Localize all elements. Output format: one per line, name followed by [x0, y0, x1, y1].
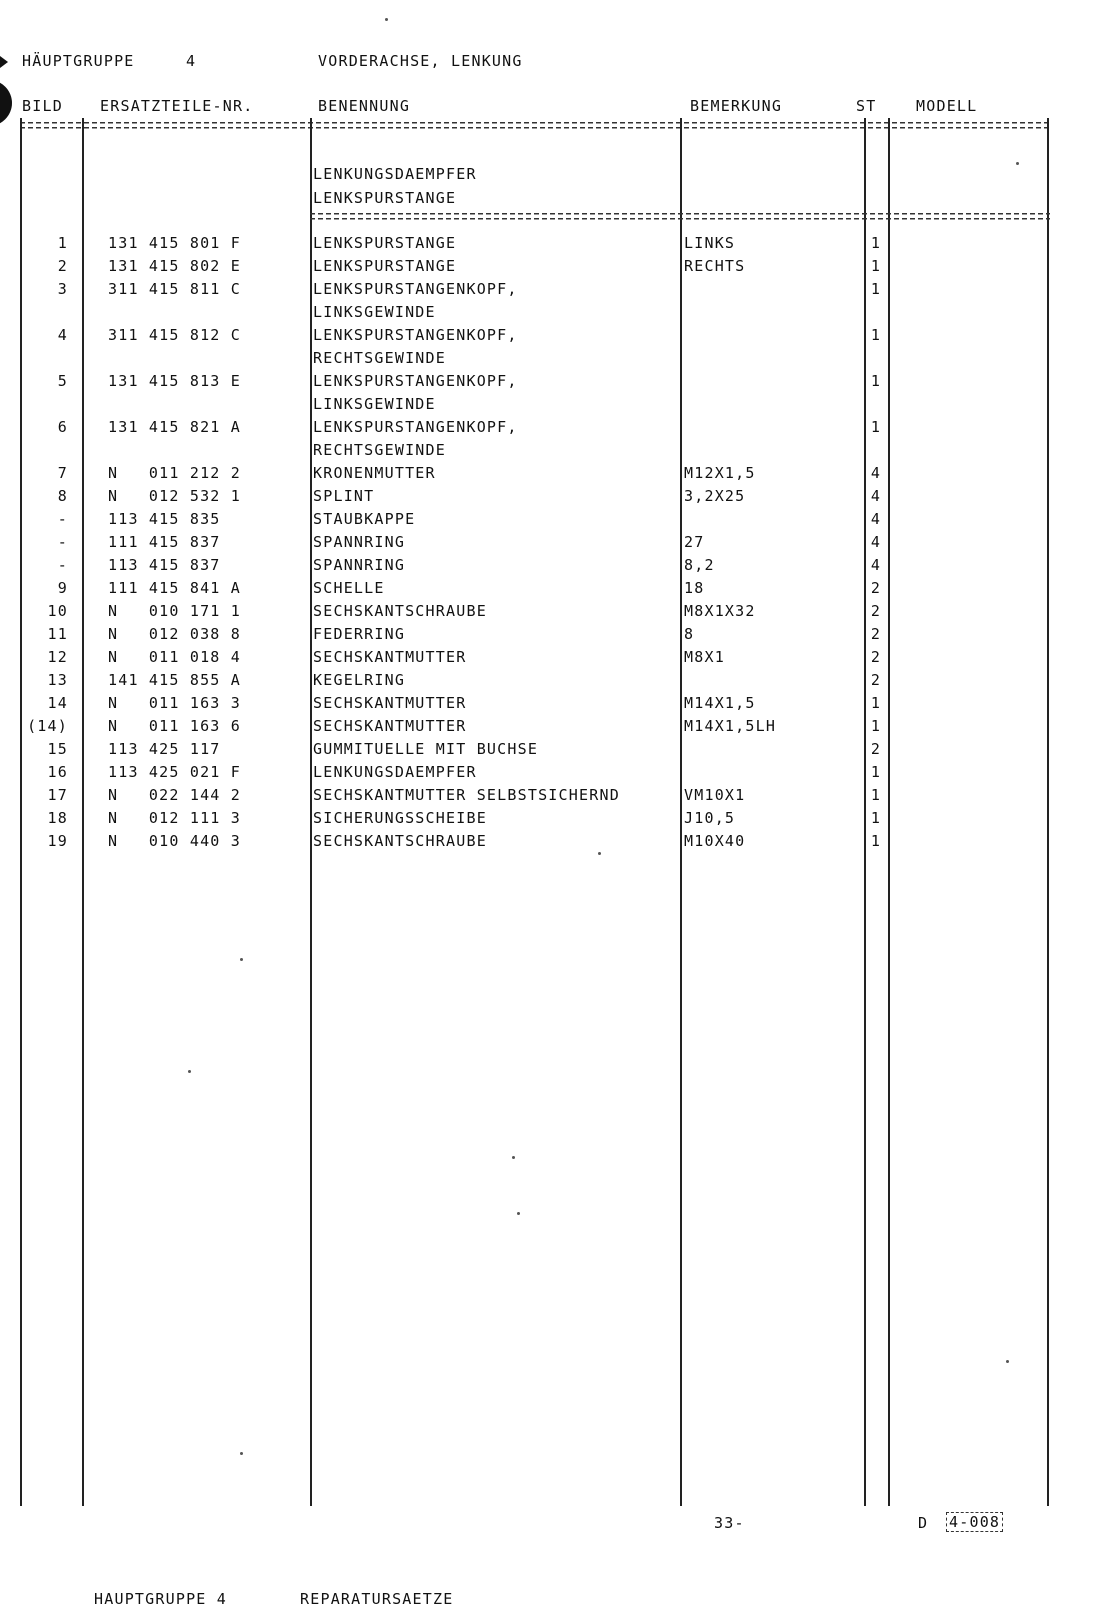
cell-bemerkung: LINKS [684, 234, 736, 252]
table-row [0, 579, 1106, 602]
table-row [0, 510, 1106, 533]
cell-bemerkung: VM10X1 [684, 786, 746, 804]
cell-bild: 12 [47, 648, 68, 666]
table-row [0, 349, 1106, 372]
cell-bemerkung: M14X1,5 [684, 694, 756, 712]
section-title-line1: LENKUNGSDAEMPFER [313, 165, 477, 183]
cell-part-number: 131 415 821 A [108, 418, 241, 436]
table-row [0, 487, 1106, 510]
cell-benennung: LENKSPURSTANGENKOPF, [313, 326, 518, 344]
cell-bemerkung: M10X40 [684, 832, 746, 850]
cell-benennung: RECHTSGEWINDE [313, 441, 446, 459]
scan-speck [1016, 162, 1019, 165]
table-row [0, 763, 1106, 786]
cell-part-number: N 011 212 2 [108, 464, 241, 482]
cell-bild: 5 [57, 372, 68, 390]
table-row [0, 464, 1106, 487]
table-row [0, 418, 1106, 441]
cell-st: 1 [870, 786, 882, 804]
table-row [0, 372, 1106, 395]
cell-benennung: KRONENMUTTER [313, 464, 436, 482]
cell-part-number: 113 415 837 [108, 556, 221, 574]
cell-st: 1 [870, 763, 882, 781]
page-number: 33- [714, 1514, 745, 1532]
group-title: VORDERACHSE, LENKUNG [318, 52, 523, 70]
table-row [0, 786, 1106, 809]
cell-bild: 3 [57, 280, 68, 298]
cell-bild: 18 [47, 809, 68, 827]
cell-bild: 6 [57, 418, 68, 436]
group-number: 4 [186, 52, 197, 70]
cell-bemerkung: M8X1 [684, 648, 725, 666]
scan-speck [240, 958, 243, 961]
cell-st: 2 [870, 579, 882, 597]
cell-part-number: 311 415 812 C [108, 326, 241, 344]
cell-bemerkung: 18 [684, 579, 705, 597]
cell-part-number: N 010 440 3 [108, 832, 241, 850]
cell-st: 2 [870, 671, 882, 689]
col-header-st: ST [856, 97, 877, 115]
cell-st: 1 [870, 234, 882, 252]
cell-benennung: SCHELLE [313, 579, 385, 597]
cell-benennung: LENKSPURSTANGE [313, 234, 457, 252]
table-row [0, 556, 1106, 579]
cell-part-number: N 012 038 8 [108, 625, 241, 643]
cell-part-number: N 011 018 4 [108, 648, 241, 666]
cell-st: 2 [870, 648, 882, 666]
table-row [0, 671, 1106, 694]
cell-benennung: FEDERRING [313, 625, 406, 643]
cell-st: 1 [870, 694, 882, 712]
cell-part-number: 113 425 021 F [108, 763, 241, 781]
cell-benennung: LENKUNGSDAEMPFER [313, 763, 477, 781]
cell-benennung: LENKSPURSTANGENKOPF, [313, 372, 518, 390]
next-group-title: REPARATURSAETZE [300, 1590, 454, 1608]
cell-st: 4 [870, 487, 882, 505]
cell-bemerkung: RECHTS [684, 257, 746, 275]
cell-benennung: STAUBKAPPE [313, 510, 416, 528]
cell-benennung: SICHERUNGSSCHEIBE [313, 809, 487, 827]
cell-st: 1 [870, 280, 882, 298]
cell-benennung: SECHSKANTSCHRAUBE [313, 832, 487, 850]
scan-speck [240, 1452, 243, 1455]
cell-bemerkung: M12X1,5 [684, 464, 756, 482]
cell-bemerkung: M14X1,5LH [684, 717, 777, 735]
table-row [0, 326, 1106, 349]
cell-part-number: 113 415 835 [108, 510, 221, 528]
cell-bemerkung: M8X1X32 [684, 602, 756, 620]
scan-speck [598, 852, 601, 855]
cell-benennung: LINKSGEWINDE [313, 303, 436, 321]
section-title-line2: LENKSPURSTANGE [313, 189, 457, 207]
cell-bild: 17 [47, 786, 68, 804]
cell-bild: - [57, 533, 68, 551]
table-row [0, 280, 1106, 303]
cell-st: 4 [870, 533, 882, 551]
cell-bild: (14) [27, 717, 68, 735]
section-separator [310, 213, 1050, 221]
cell-benennung: LENKSPURSTANGE [313, 257, 457, 275]
cell-bild: 19 [47, 832, 68, 850]
col-header-modell: MODELL [916, 97, 978, 115]
cell-bild: 15 [47, 740, 68, 758]
cell-bemerkung: 8 [684, 625, 695, 643]
cell-benennung: SPANNRING [313, 556, 406, 574]
cell-benennung: SPLINT [313, 487, 375, 505]
cell-part-number: N 011 163 3 [108, 694, 241, 712]
cell-bild: - [57, 510, 68, 528]
cell-st: 1 [870, 809, 882, 827]
cell-bild: 11 [47, 625, 68, 643]
cell-benennung: SECHSKANTSCHRAUBE [313, 602, 487, 620]
cell-part-number: 111 415 837 [108, 533, 221, 551]
table-row [0, 648, 1106, 671]
cell-bemerkung: 8,2 [684, 556, 715, 574]
scan-speck [188, 1070, 191, 1073]
cell-part-number: 141 415 855 A [108, 671, 241, 689]
cell-st: 1 [870, 326, 882, 344]
cell-bemerkung: 27 [684, 533, 705, 551]
cell-part-number: 131 415 813 E [108, 372, 241, 390]
table-row [0, 303, 1106, 326]
cell-bemerkung: J10,5 [684, 809, 736, 827]
cell-st: 1 [870, 257, 882, 275]
cell-bild: 9 [57, 579, 68, 597]
cell-st: 4 [870, 464, 882, 482]
cell-part-number: 111 415 841 A [108, 579, 241, 597]
cell-part-number: N 010 171 1 [108, 602, 241, 620]
cell-bild: 14 [47, 694, 68, 712]
table-row [0, 257, 1106, 280]
cell-benennung: SPANNRING [313, 533, 406, 551]
header-separator [20, 122, 1050, 130]
cell-part-number: 113 425 117 [108, 740, 221, 758]
table-row [0, 717, 1106, 740]
cell-bild: - [57, 556, 68, 574]
cell-part-number: N 011 163 6 [108, 717, 241, 735]
col-header-bild: BILD [22, 97, 63, 115]
cell-st: 2 [870, 602, 882, 620]
table-row [0, 832, 1106, 855]
cell-st: 4 [870, 510, 882, 528]
cell-bild: 16 [47, 763, 68, 781]
cell-part-number: N 022 144 2 [108, 786, 241, 804]
cell-benennung: SECHSKANTMUTTER [313, 694, 467, 712]
binding-punch-mark [0, 80, 12, 126]
col-header-ersatzteile-nr: ERSATZTEILE-NR. [100, 97, 254, 115]
cell-benennung: SECHSKANTMUTTER SELBSTSICHERND [313, 786, 620, 804]
sheet-code: 4-008 [946, 1512, 1003, 1532]
cell-bild: 1 [57, 234, 68, 252]
cell-bild: 2 [57, 257, 68, 275]
cell-st: 2 [870, 625, 882, 643]
cell-benennung: SECHSKANTMUTTER [313, 648, 467, 666]
scan-speck [385, 18, 388, 21]
cell-part-number: 131 415 801 F [108, 234, 241, 252]
cell-benennung: GUMMITUELLE MIT BUCHSE [313, 740, 539, 758]
cell-benennung: KEGELRING [313, 671, 406, 689]
table-row [0, 809, 1106, 832]
scan-speck [512, 1156, 515, 1159]
cell-st: 2 [870, 740, 882, 758]
cell-benennung: LINKSGEWINDE [313, 395, 436, 413]
cell-benennung: LENKSPURSTANGENKOPF, [313, 418, 518, 436]
scan-speck [517, 1212, 520, 1215]
cell-benennung: RECHTSGEWINDE [313, 349, 446, 367]
cell-bild: 8 [57, 487, 68, 505]
cell-st: 1 [870, 372, 882, 390]
cell-st: 1 [870, 832, 882, 850]
cell-st: 4 [870, 556, 882, 574]
next-group-label: HAUPTGRUPPE 4 [94, 1590, 227, 1608]
cell-bild: 10 [47, 602, 68, 620]
col-header-bemerkung: BEMERKUNG [690, 97, 783, 115]
table-row [0, 234, 1106, 257]
cell-bild: 13 [47, 671, 68, 689]
table-row [0, 694, 1106, 717]
scan-speck [1006, 1360, 1009, 1363]
cell-bemerkung: 3,2X25 [684, 487, 746, 505]
table-row [0, 395, 1106, 418]
table-row [0, 625, 1106, 648]
cell-st: 1 [870, 717, 882, 735]
language-code: D [918, 1514, 929, 1532]
cell-bild: 7 [57, 464, 68, 482]
cell-bild: 4 [57, 326, 68, 344]
table-row [0, 602, 1106, 625]
cell-benennung: SECHSKANTMUTTER [313, 717, 467, 735]
cell-part-number: N 012 532 1 [108, 487, 241, 505]
table-row [0, 533, 1106, 556]
cell-benennung: LENKSPURSTANGENKOPF, [313, 280, 518, 298]
binding-arrow-mark [0, 56, 8, 68]
table-row [0, 441, 1106, 464]
cell-st: 1 [870, 418, 882, 436]
cell-part-number: 311 415 811 C [108, 280, 241, 298]
cell-part-number: N 012 111 3 [108, 809, 241, 827]
col-header-benennung: BENENNUNG [318, 97, 411, 115]
group-label: HÄUPTGRUPPE [22, 52, 135, 70]
table-row [0, 740, 1106, 763]
cell-part-number: 131 415 802 E [108, 257, 241, 275]
